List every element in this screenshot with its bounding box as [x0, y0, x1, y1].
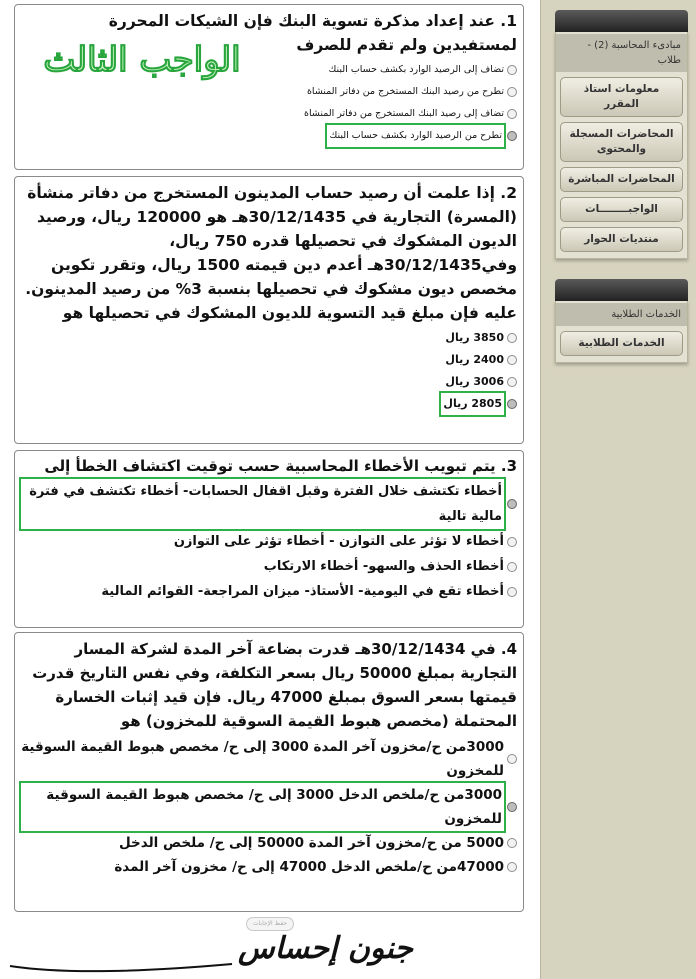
- q1-option-4[interactable]: تطرح من الرصيد الوارد بكشف حساب البنك: [21, 125, 517, 147]
- question-2: [14, 176, 524, 444]
- sidebar-item-forums[interactable]: منتديات الحوار: [560, 227, 683, 252]
- q3-option-4[interactable]: أخطاء تقع في اليومية- الأستاذ- ميزان المراجعة- القوائم المالية: [21, 579, 517, 604]
- radio-button[interactable]: [507, 562, 517, 572]
- radio-button[interactable]: [507, 537, 517, 547]
- radio-button[interactable]: [507, 65, 517, 75]
- question-3: [14, 450, 524, 628]
- q2-option-1[interactable]: 3850 ريال: [21, 327, 517, 349]
- radio-button[interactable]: [507, 754, 517, 764]
- q1-option-1[interactable]: تضاف إلى الرصيد الوارد بكشف حساب البنك: [21, 59, 517, 81]
- radio-button-selected[interactable]: [507, 399, 517, 409]
- radio-button-selected[interactable]: [507, 131, 517, 141]
- course-menu-panel: [555, 32, 688, 259]
- q4-option-2[interactable]: 3000من ح/ملخص الدخل 3000 إلى ح/ مخصص هبوط القيمة السوقية للمخزون: [21, 783, 517, 831]
- q3-option-3[interactable]: أخطاء الحذف والسهو- أخطاء الارتكاب: [21, 554, 517, 579]
- sidebar-item-live-lectures[interactable]: المحاضرات المباشرة: [560, 167, 683, 192]
- q1-option-2[interactable]: تطرح من رصيد البنك المستخرج من دفاتر المنشاة: [21, 81, 517, 103]
- radio-button[interactable]: [507, 838, 517, 848]
- sidebar-item-student-services[interactable]: الخدمات الطلابية: [560, 331, 683, 356]
- radio-button[interactable]: [507, 377, 517, 387]
- question-3-text: 3. يتم تبويب الأخطاء المحاسبية حسب توقيت اكتشاف الخطأ إلى: [44, 457, 517, 475]
- services-panel: [555, 301, 688, 363]
- question-4-options: [21, 735, 517, 879]
- sidebar-item-recorded-lectures[interactable]: المحاضرات المسجلة والمحتوى: [560, 122, 683, 162]
- radio-button[interactable]: [507, 587, 517, 597]
- q2-option-4[interactable]: 2805 ريال: [21, 393, 517, 415]
- submit-button[interactable]: حفظ الإجابات: [246, 917, 294, 931]
- q2-option-3[interactable]: 3006 ريال: [21, 371, 517, 393]
- radio-button[interactable]: [507, 355, 517, 365]
- radio-button[interactable]: [507, 109, 517, 119]
- radio-button-selected[interactable]: [507, 499, 517, 509]
- sidebar: [540, 0, 696, 979]
- q2-option-2[interactable]: 2400 ريال: [21, 349, 517, 371]
- q4-option-1[interactable]: 3000من ح/مخزون آخر المدة 3000 إلى ح/ مخصص هبوط القيمة السوقية للمخزون: [21, 735, 517, 783]
- question-1-text: 1. عند إعداد مذكرة تسوية البنك فإن الشيكات المحررة لمستفيدين ولم تقدم للصرف: [108, 12, 517, 54]
- sidebar-item-homework[interactable]: الواجبــــــــات: [560, 197, 683, 222]
- sidebar-header-bar-2: [555, 279, 688, 301]
- radio-button[interactable]: [507, 862, 517, 872]
- sidebar-item-instructor-info[interactable]: معلومات استاذ المقرر: [560, 77, 683, 117]
- question-2-text: 2. إذا علمت أن رصيد حساب المدينون المستخرج من دفاتر منشأة (المسرة) التجارية في 30/12/1435هـ هو 120000 ريال، ورصيد الديون المشكوك في تحصيلها قدره 750 ريال، وفي30/12/1435هـ أعدم دين قيمته 1500 ريال، وتقرر تكوين مخصص ديون مشكوك في تحصيلها بنسبة 3% من رصيد المدينون. عليه فإن مبلغ قيد التسوية للديون المشكوك في تحصيلها هو: [25, 184, 517, 322]
- question-4-text: 4. في 30/12/1434هـ قدرت بضاعة آخر المدة لشركة المسار التجارية بمبلغ 50000 ريال بسعر التكلفة، وفي نفس التاريخ قدرت قيمتها بسعر السوق بمبلغ 47000 ريال. فإن قيد إثبات الخسارة المحتملة (مخصص هبوط القيمة السوقية للمخزون) هو: [32, 640, 517, 730]
- services-title: الخدمات الطلابية: [556, 303, 687, 326]
- radio-button-selected[interactable]: [507, 802, 517, 812]
- q1-option-3[interactable]: تضاف إلى رصيد البنك المستخرج من دفاتر المنشاة: [21, 103, 517, 125]
- q4-option-4[interactable]: 47000من ح/ملخص الدخل 47000 إلى ح/ مخزون آخر المدة: [21, 855, 517, 879]
- sidebar-header-bar: [555, 10, 688, 32]
- question-2-options: [21, 327, 517, 415]
- course-title: مبادىء المحاسبة (2) - طلاب: [556, 34, 687, 72]
- q4-option-3[interactable]: 5000 من ح/مخزون آخر المدة 50000 إلى ح/ ملخص الدخل: [21, 831, 517, 855]
- radio-button[interactable]: [507, 87, 517, 97]
- homework-title-overlay: الواجب الثالث: [43, 40, 241, 80]
- question-1: [14, 4, 524, 170]
- q3-option-2[interactable]: أخطاء لا تؤثر على التوازن - أخطاء تؤثر على التوازن: [21, 529, 517, 554]
- signature-lettering: جنون إحساس: [238, 931, 413, 966]
- question-3-options: [21, 479, 517, 604]
- question-4: [14, 632, 524, 912]
- radio-button[interactable]: [507, 333, 517, 343]
- q3-option-1[interactable]: أخطاء تكتشف خلال الفترة وقبل اقفال الحسابات- أخطاء تكتشف في فترة مالية تالية: [21, 479, 517, 529]
